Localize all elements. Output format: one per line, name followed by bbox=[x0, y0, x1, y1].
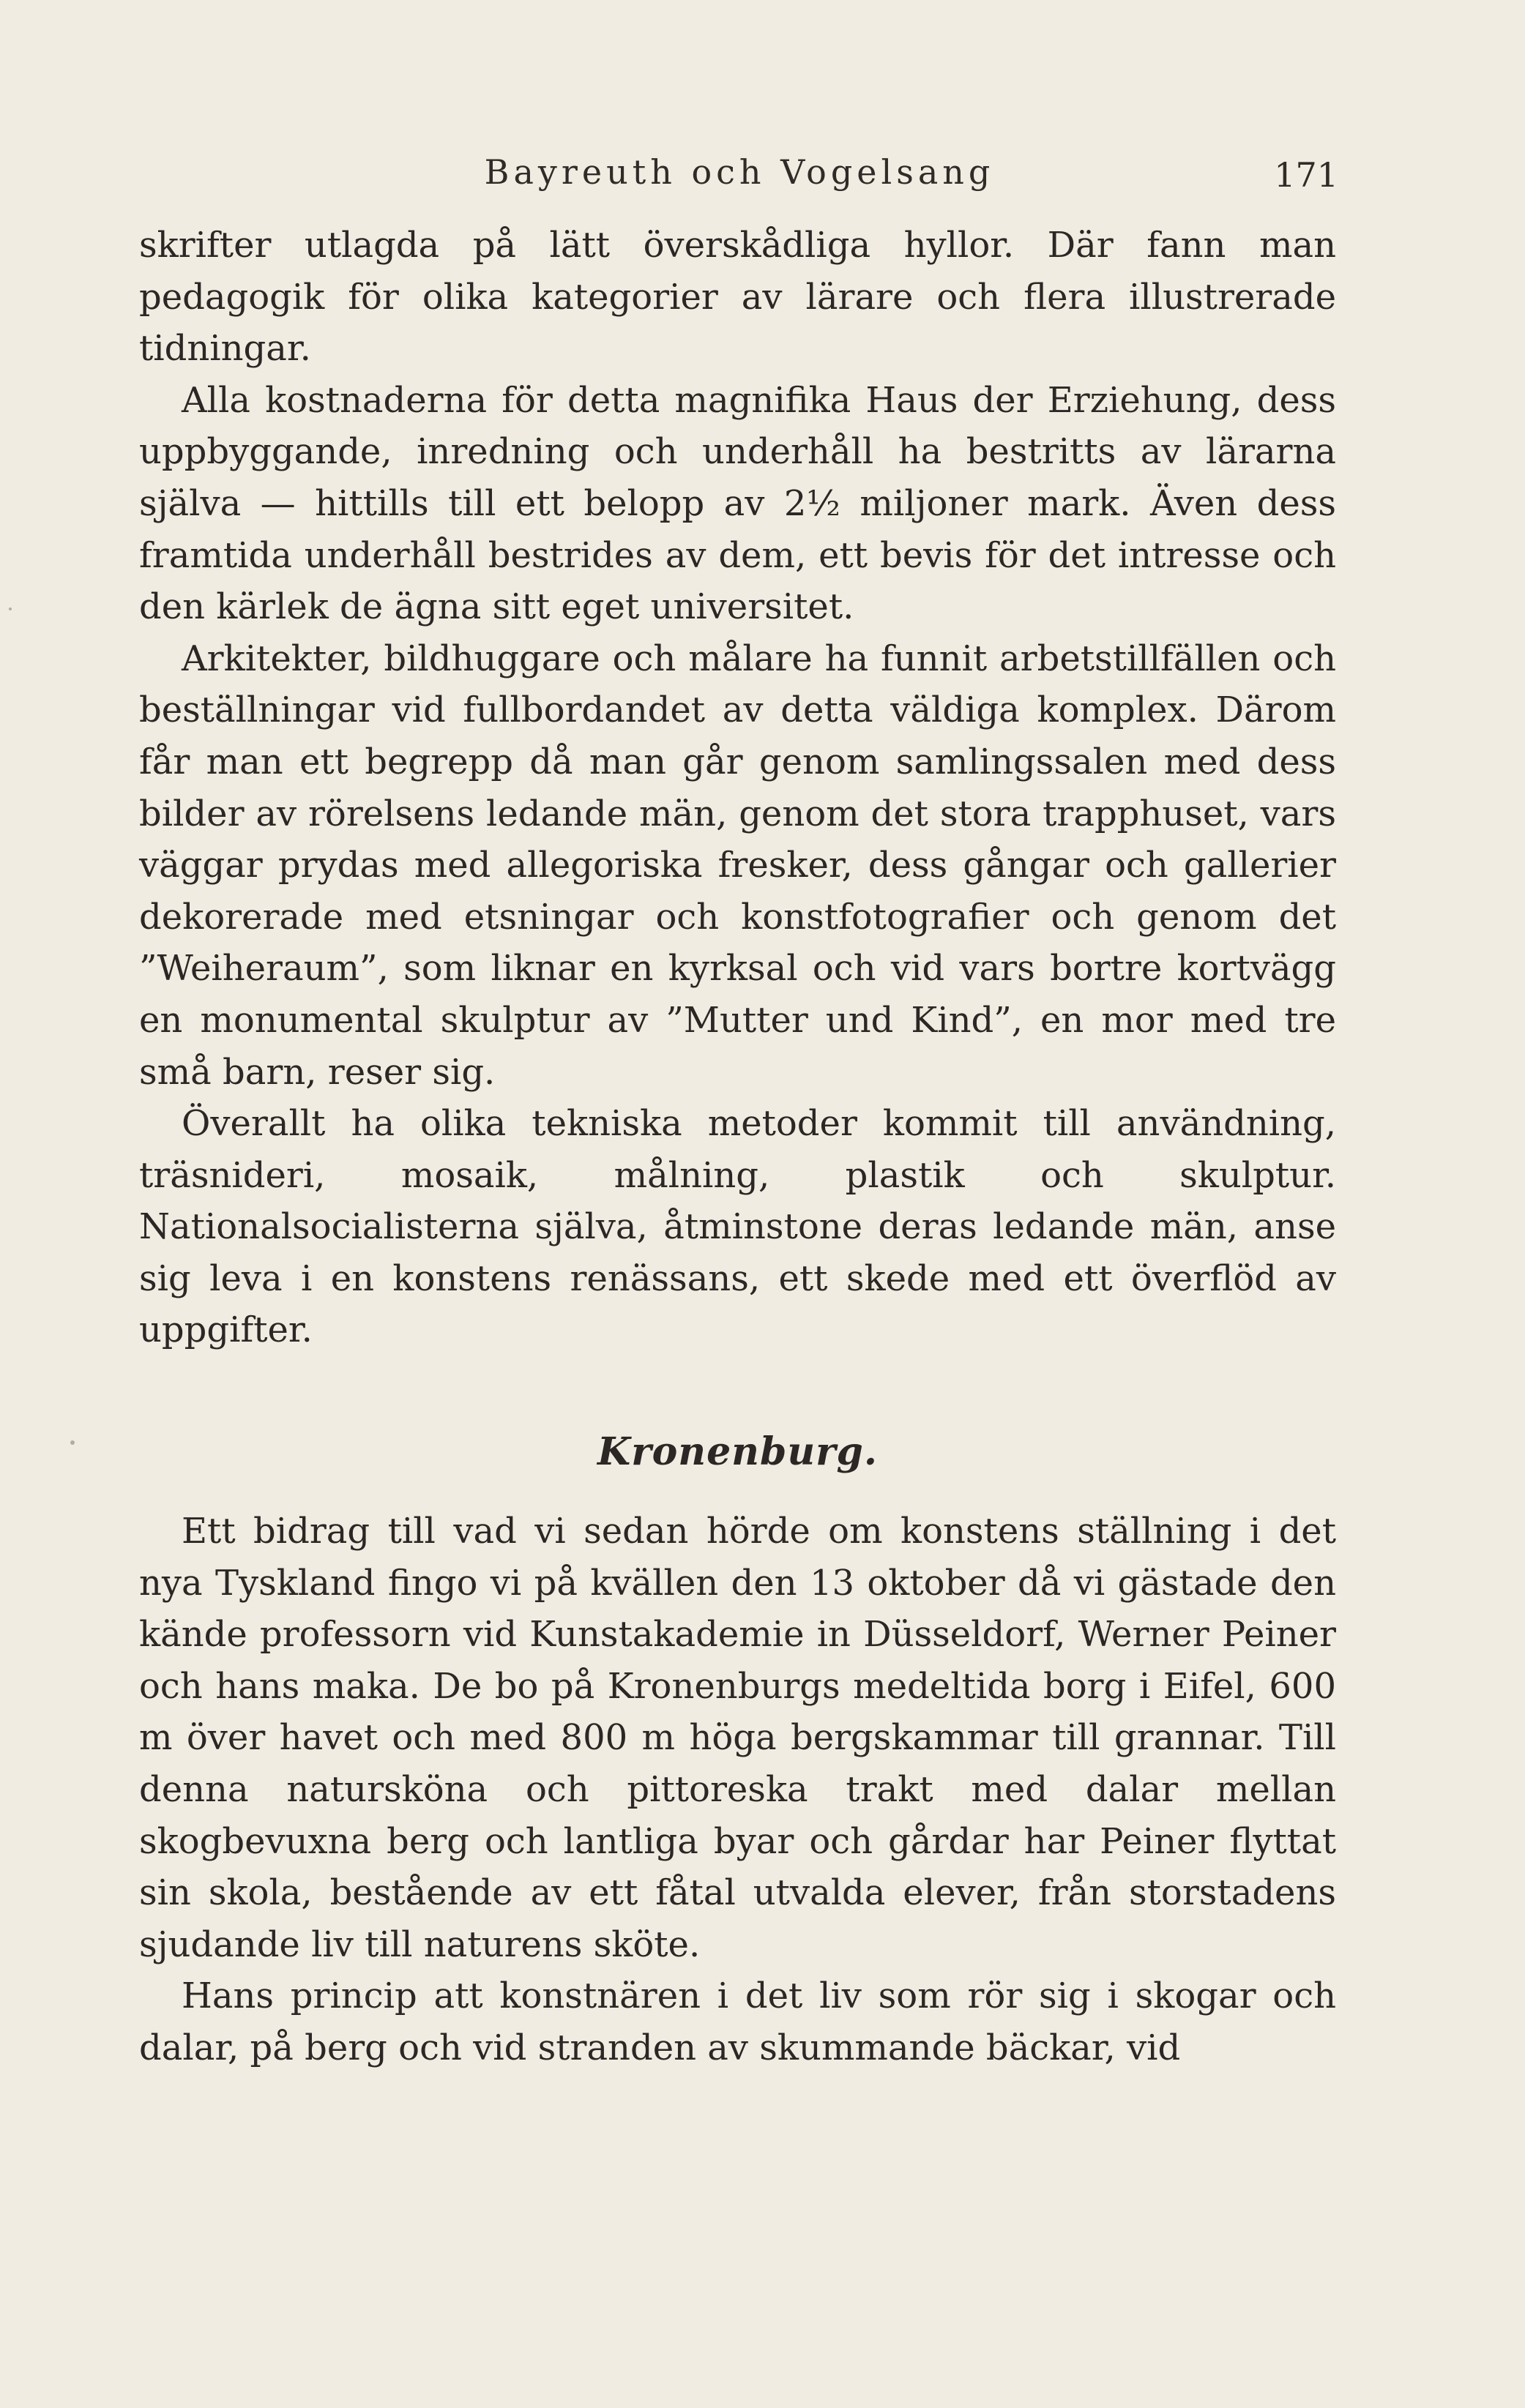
paper-speck bbox=[70, 1440, 75, 1445]
page-number: 171 bbox=[1274, 155, 1338, 195]
section-heading: Kronenburg. bbox=[597, 1429, 878, 1475]
paragraph: Alla kostnaderna för detta magnifika Haus der Erziehung, dess uppbyggande, inredning och underhåll ha bestritts av lärarna själva — hittills till ett belopp av 2½ miljoner mark. Även dess framtida underhåll bestrides av dem, ett bevis för det intresse och den kärlek de ägna sitt eget universitet. bbox=[139, 379, 1336, 628]
paragraph: Hans princip att konstnären i det liv som rör sig i skogar och dalar, på berg och vid stranden av skummande bäckar, vid bbox=[139, 1975, 1336, 2068]
text-body bbox=[139, 220, 1336, 2074]
paragraph: skrifter utlagda på lätt överskådliga hyllor. Där fann man pedagogik för olika kategorier av lärare och flera illustrerade tidningar. bbox=[139, 225, 1336, 370]
paragraph: Ett bidrag till vad vi sedan hörde om konstens ställning i det nya Tyskland fingo vi på kvällen den 13 oktober då vi gästade den kände professorn vid Kunstakademie in Düsseldorf, Werner Peiner och hans maka. De bo på Kronenburgs medeltida borg i Eifel, 600 m över havet och med 800 m höga bergskammar till grannar. Till denna natursköna och pittoreska trakt med dalar mellan skogbevuxna berg och lantliga byar och gårdar har Peiner flyttat sin skola, bestående av ett fåtal utvalda elever, från storstadens sjudande liv till naturens sköte. bbox=[139, 1511, 1336, 1965]
paper-speck bbox=[9, 607, 12, 610]
paragraph: Arkitekter, bildhuggare och målare ha funnit arbetstillfällen och beställningar vid fullbordandet av detta väldiga komplex. Därom får man ett begrepp då man går genom samlingssalen med dess bilder av rörelsens ledande män, genom det stora trapphuset, vars väggar prydas med allegoriska fresker, dess gångar och gallerier dekorerade med etsningar och konstfotografier och genom det ”Weiheraum”, som liknar en kyrksal och vid vars bortre kortvägg en monumental skulptur av ”Mutter und Kind”, en mor med tre små barn, reser sig. bbox=[139, 637, 1336, 1093]
running-title: Bayreuth och Vogelsang bbox=[484, 152, 995, 192]
paragraph: Överallt ha olika tekniska metoder kommit till användning, träsnideri, mosaik, målning, plastik och skulptur. Nationalsocialisterna själva, åtminstone deras ledande män, anse sig leva i en konstens renässans, ett skede med ett överflöd av uppgifter. bbox=[139, 1103, 1336, 1351]
